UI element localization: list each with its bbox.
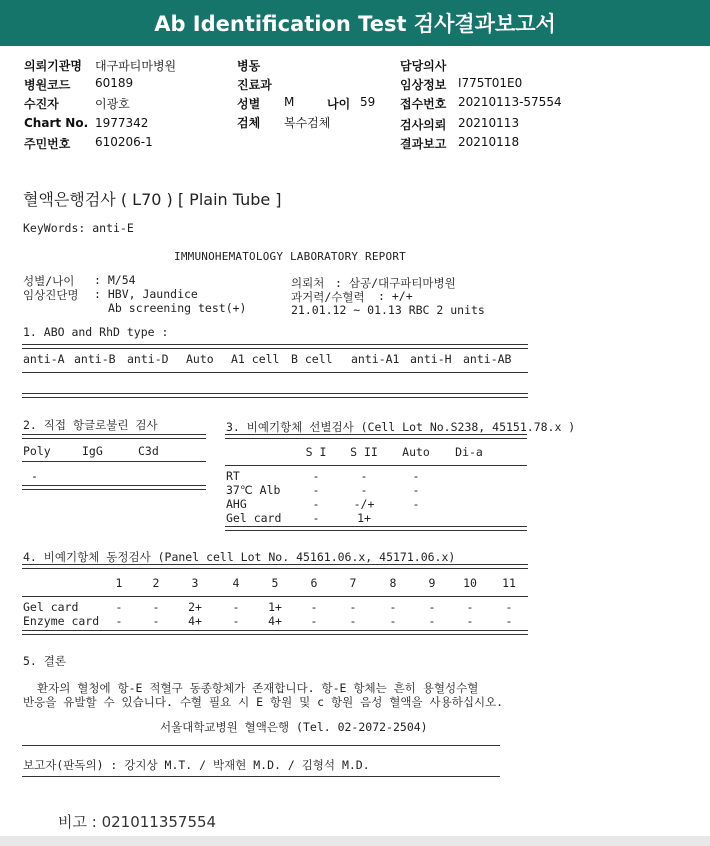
banner-title: Ab Identification Test 검사결과보고서	[154, 12, 556, 36]
panel-col: 5	[271, 576, 279, 590]
screen-cell: -/+	[353, 497, 375, 511]
divider	[22, 776, 500, 777]
panel-cell: -	[466, 614, 474, 628]
divider	[225, 465, 527, 466]
section3-title: 3. 비예기항체 선별검사 (Cell Lot No.S238, 45151.78.x )	[226, 420, 576, 434]
panel-cell: -	[505, 614, 513, 628]
hospital-code-label: 병원코드	[24, 78, 71, 92]
screen-row-label: RT	[226, 469, 240, 483]
panel-col: 2	[152, 576, 160, 590]
panel-cell: -	[428, 614, 436, 628]
panel-cell: -	[349, 614, 357, 628]
panel-cell: -	[428, 600, 436, 614]
screen-cell: -	[360, 483, 368, 497]
clinical-info-label: 임상정보	[400, 78, 447, 92]
panel-row-label: Gel card	[23, 600, 79, 614]
panel-col: 10	[463, 576, 477, 590]
panel-cell: -	[466, 600, 474, 614]
chart-no-label: Chart No.	[24, 116, 89, 130]
section1-title: 1. ABO and RhD type :	[23, 325, 169, 339]
divider	[22, 485, 206, 490]
screen-col-si: S I	[305, 445, 327, 459]
divider	[225, 434, 527, 439]
divider	[22, 630, 528, 635]
resident-no-label: 주민번호	[24, 137, 71, 151]
panel-col: 3	[191, 576, 199, 590]
panel-col: 4	[232, 576, 240, 590]
panel-col: 7	[349, 576, 357, 590]
institution-label: 의뢰기관명	[24, 59, 82, 73]
screen-cell: -	[312, 483, 320, 497]
conclusion-line-2: 반응을 유발할 수 있습니다. 수혈 필요 시 E 항원 및 c 항원 음성 혈액을 사용하십시오.	[23, 695, 504, 709]
ward-label: 병동	[237, 59, 261, 73]
section4-title: 4. 비예기항체 동정검사 (Panel cell Lot No. 45161.06.x, 45171.06.x)	[23, 550, 456, 564]
sexage-label: 성별/나이	[23, 274, 75, 288]
history-label: 과거력/수혈력	[291, 290, 365, 304]
panel-cell: -	[389, 614, 397, 628]
screen-cell: -	[312, 469, 320, 483]
abo-col-anti-ab: anti-AB	[463, 352, 512, 366]
transfusion-record: 21.01.12 ~ 01.13 RBC 2 units	[291, 303, 485, 317]
screen-row-label: AHG	[226, 497, 247, 511]
hospital-code-value: 60189	[95, 76, 134, 90]
screen-cell: -	[412, 483, 420, 497]
conclusion-line-1: 환자의 혈청에 항-E 적혈구 동종항체가 존재합니다. 항-E 항체는 흔히 용혈성수혈	[37, 681, 479, 695]
sexage-value: : M/54	[94, 273, 136, 287]
referral-value: : 삼공/대구파티마병원	[335, 276, 456, 290]
divider	[22, 745, 500, 746]
abo-col-anti-b: anti-B	[74, 352, 116, 366]
divider	[22, 596, 528, 597]
receipt-no-value: 20210113-57554	[458, 95, 562, 109]
panel-col: 9	[428, 576, 436, 590]
divider	[22, 393, 528, 398]
reporter: 보고자(판독의) : 강지상 M.T. / 박재현 M.D. / 김형석 M.D.	[23, 758, 370, 772]
diagnosis-value-2: Ab screening test(+)	[108, 301, 247, 315]
panel-cell: -	[152, 600, 160, 614]
screen-cell: -	[412, 497, 420, 511]
clinical-info-value: I775T01E0	[458, 76, 523, 90]
section5-title: 5. 결론	[23, 654, 66, 668]
report-banner	[0, 0, 710, 46]
resident-no-value: 610206-1	[95, 135, 153, 149]
divider	[22, 372, 528, 373]
lab-report-title: IMMUNOHEMATOLOGY LABORATORY REPORT	[174, 250, 406, 263]
sex-label: 성별	[237, 97, 261, 111]
screen-col-auto: Auto	[402, 445, 430, 459]
institution-value: 대구파티마병원	[95, 59, 177, 73]
specimen-value: 복수검체	[284, 116, 331, 130]
request-date-value: 20210113	[458, 116, 520, 130]
diagnosis-value: : HBV, Jaundice	[94, 287, 198, 301]
panel-cell: -	[349, 600, 357, 614]
diagnosis-label: 임상진단명	[23, 288, 79, 302]
report-date-label: 결과보고	[400, 137, 447, 151]
screen-cell: -	[312, 511, 320, 525]
receipt-no-label: 접수번호	[400, 97, 447, 111]
abo-col-anti-a: anti-A	[23, 352, 65, 366]
abo-col-anti-d: anti-D	[127, 352, 169, 366]
abo-col-anti-h: anti-H	[410, 352, 452, 366]
screen-cell: -	[360, 469, 368, 483]
abo-col-auto: Auto	[186, 352, 214, 366]
screen-row-label: Gel card	[226, 511, 282, 525]
dat-col-igg: IgG	[82, 444, 103, 458]
blood-bank-contact: 서울대학교병원 혈액은행 (Tel. 02-2072-2504)	[160, 720, 428, 734]
screen-col-dia: Di-a	[455, 445, 483, 459]
patient-name-value: 이광호	[95, 97, 130, 111]
department-label: 진료과	[237, 78, 272, 92]
report-title: 혈액은행검사 ( L70 ) [ Plain Tube ]	[23, 190, 282, 209]
panel-cell: -	[505, 600, 513, 614]
panel-cell: 2+	[188, 600, 202, 614]
panel-cell: -	[232, 614, 240, 628]
divider	[225, 526, 527, 531]
specimen-label: 검체	[237, 116, 261, 130]
divider	[22, 461, 206, 462]
panel-cell: 4+	[268, 614, 282, 628]
bottom-margin	[0, 836, 710, 846]
abo-col-b-cell: B cell	[291, 352, 333, 366]
panel-cell: -	[389, 600, 397, 614]
panel-cell: -	[232, 600, 240, 614]
age-value: 59	[360, 95, 376, 109]
abo-col-a1-cell: A1 cell	[231, 352, 280, 366]
divider	[22, 344, 528, 349]
screen-cell: -	[312, 497, 320, 511]
remark: 비고 : 021011357554	[58, 813, 217, 831]
dat-col-poly: Poly	[23, 444, 51, 458]
sex-value: M	[284, 95, 295, 109]
panel-cell: -	[115, 614, 123, 628]
doctor-label: 담당의사	[400, 59, 447, 73]
referral-label: 의뢰처	[291, 276, 325, 290]
panel-col: 11	[502, 576, 516, 590]
patient-name-label: 수진자	[24, 97, 59, 111]
chart-no-value: 1977342	[95, 116, 149, 130]
divider	[22, 564, 528, 569]
section2-title: 2. 직접 항글로불린 검사	[23, 418, 158, 432]
dat-col-c3d: C3d	[138, 444, 159, 458]
screen-cell: -	[412, 469, 420, 483]
panel-cell: -	[310, 614, 318, 628]
panel-row-label: Enzyme card	[23, 614, 100, 628]
request-date-label: 검사의뢰	[400, 118, 447, 132]
dat-val-poly: -	[31, 469, 38, 483]
screen-row-label: 37℃ Alb	[226, 483, 281, 497]
panel-cell: -	[115, 600, 123, 614]
panel-cell: -	[310, 600, 318, 614]
report-date-value: 20210118	[458, 135, 520, 149]
age-label: 나이	[327, 97, 351, 111]
abo-col-anti-a1: anti-A1	[351, 352, 400, 366]
panel-cell: 4+	[188, 614, 202, 628]
screen-col-sii: S II	[350, 445, 378, 459]
panel-cell: -	[152, 614, 160, 628]
history-value: : +/+	[378, 289, 413, 303]
panel-col: 6	[310, 576, 318, 590]
panel-col: 8	[389, 576, 397, 590]
panel-cell: 1+	[268, 600, 282, 614]
keywords: KeyWords: anti-E	[23, 221, 134, 235]
screen-cell: 1+	[357, 511, 371, 525]
divider	[22, 434, 206, 439]
panel-col: 1	[115, 576, 123, 590]
